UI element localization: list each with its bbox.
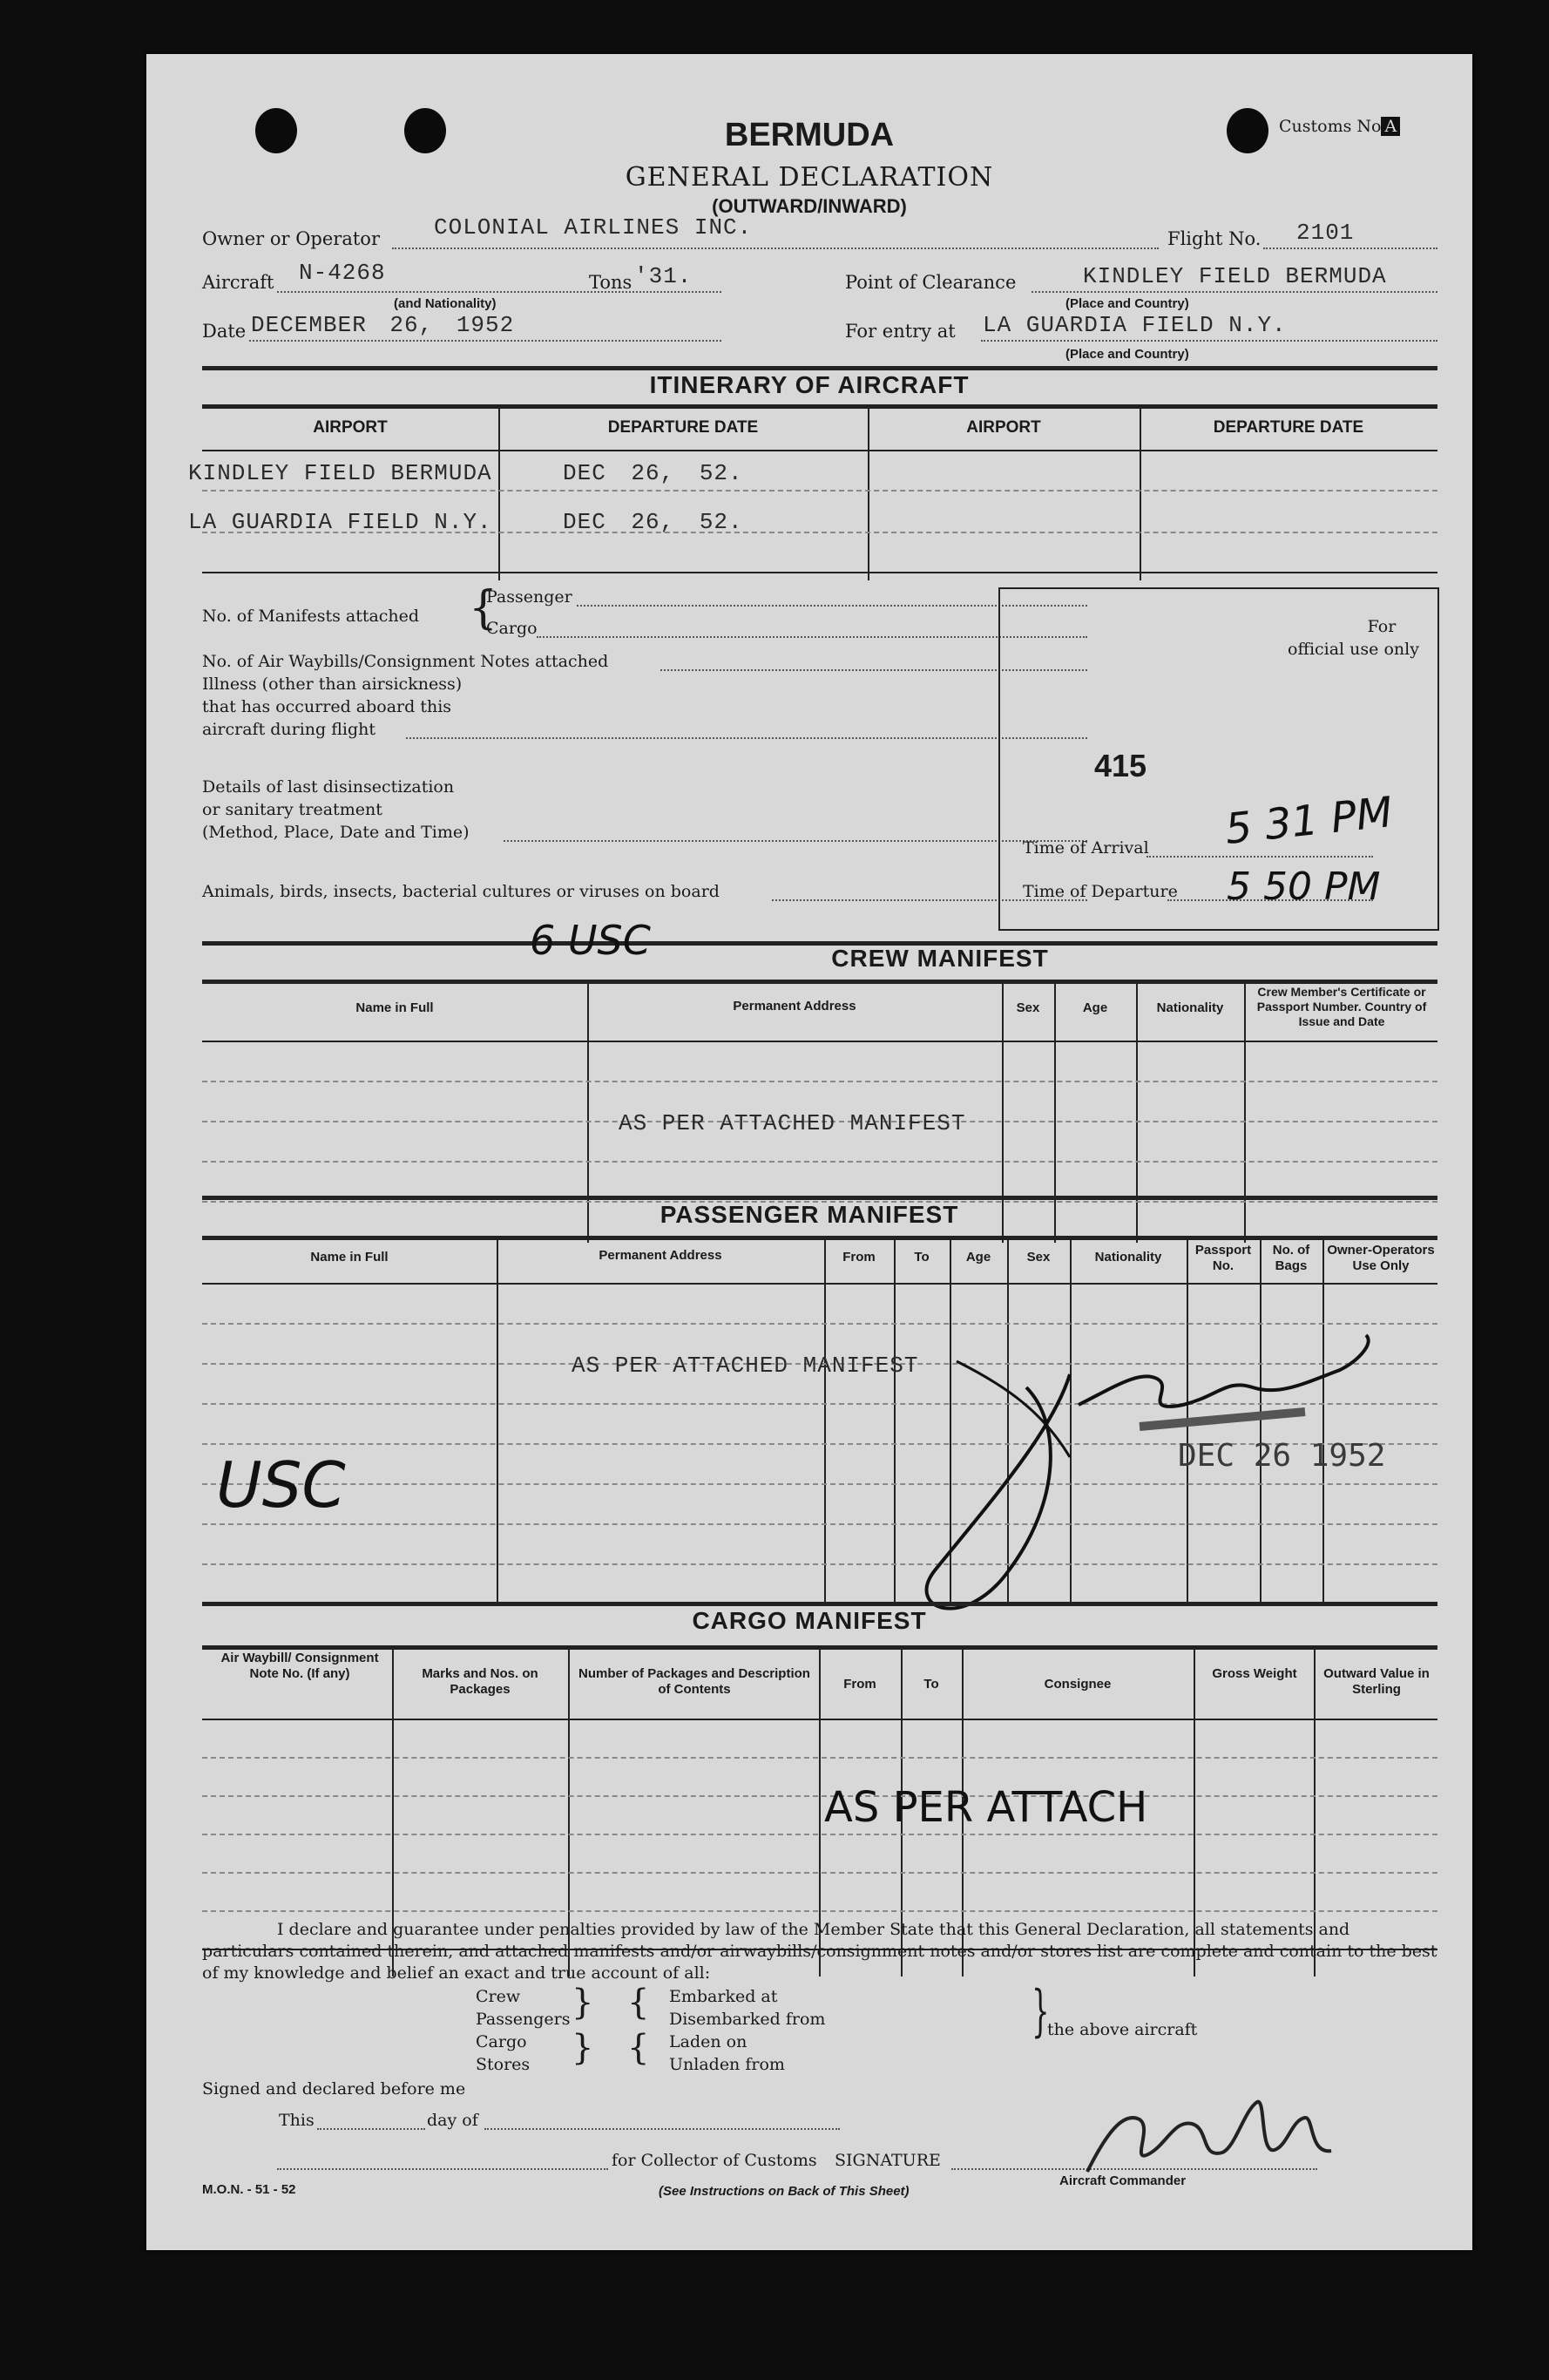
cargo-col-packages: Number of Packages and Description of Contents (578, 1666, 810, 1697)
decl-laden: Laden on (669, 2032, 747, 2051)
flight-value: 2101 (1296, 220, 1355, 246)
itinerary-row-2-airport: LA GUARDIA FIELD N.Y. (188, 509, 492, 535)
owner-label: Owner or Operator (202, 228, 380, 249)
passenger-title: PASSENGER MANIFEST (660, 1201, 959, 1228)
decl-disembarked: Disembarked from (669, 2010, 826, 2029)
crew-col-sex: Sex (1016, 1000, 1040, 1015)
passenger-col-name: Name in Full (310, 1250, 389, 1265)
crew-col-certificate: Crew Member's Certificate or Passport Number. Country of Issue and Date (1256, 985, 1427, 1028)
passenger-col-age: Age (965, 1250, 991, 1265)
nationality-caption: (and Nationality) (394, 296, 497, 311)
itinerary-col-date-1: DEPARTURE DATE (607, 418, 759, 437)
form-number: M.O.N. - 51 - 52 (202, 2182, 296, 2197)
waybills-label: No. of Air Waybills/Consignment Notes attached (202, 652, 609, 671)
itinerary-row-1-airport: KINDLEY FIELD BERMUDA (188, 460, 492, 486)
cargo-col-waybill: Air Waybill/ Consignment Note No. (If any) (220, 1651, 379, 1681)
tons-label: Tons (589, 272, 632, 293)
official-number: 415 (1094, 748, 1147, 783)
cargo-label: Cargo (486, 619, 538, 638)
place-country-caption-1: (Place and Country) (1065, 296, 1189, 311)
entry-label: For entry at (845, 321, 956, 342)
decl-unladen: Unladen from (669, 2055, 785, 2074)
passenger-label: Passenger (486, 587, 572, 607)
declaration-sheet: BERMUDA GENERAL DECLARATION (OUTWARD/INWARD) Customs No A Owner or Operator COLONIAL AIRLINES INC. Flight No. 2101 Aircraft N-4268 Tons '31. (and Nationality) Point of Clearance KINDLEY FIELD BERMUDA (Place and Country) Date DECEMBER 26, 1952 For entry at LA GUARDIA FIELD N.Y. (Place and Country) ITINERARY OF AIRCRAFT AIRPORT DEPARTURE DATE AIRPORT DEPARTURE DATE KINDLEY FIELD BERMUDA DEC 26, 52. LA GUARDIA FIELD N.Y. DEC 26, 52. No. of Manifests attached { Passenger Cargo No. of Air Waybills/Consignment Notes attached Illness (other than airsickness) that has occurred aboard this aircraft during flight Details of last disinsectization or sanitary treatment (Method, Place, Date and Time) Animals, birds, insects, bacterial cultures or viruses on board For official use only 415 Time of Arrival 5 31 PM Time of Departure 5 50 PM 6 USC CREW MANIFEST Name in Full Permanent Address Sex Age Nationality Crew Member's Certificate or Passport Number. Country of Issue and Date AS PER ATTACHED MANIFEST PASSENGER MANIFEST Name in Full Permanent Address From To Age Sex Nationality Passport No. No. of Bags Owner-Operators Use Only AS PER ATTACHED MANIFEST USC DEC 26 1952 CARGO MANIFEST Air Waybill/ Consignment Note No. (If any) Marks and Nos. on Packages Number of Packages and Description of Contents From To Consignee Gross Weight Outward Value in Sterling AS PER ATTACH I declare and guarantee under penalties provided by law of the Member State that this General Declaration, all statements and particulars contained therein, and attached manifests and/or airwaybills/consignment notes and/or stores list are complete and contain to the best of my knowledge and belief an exact and true account of all: Crew Passengers Cargo Stores } } { { Embarked at Disembarked from Laden on Unladen from } the above aircraft Signed and declared before me This day of for Collector of Customs SIGNATURE Aircraft Commander M.O.N. - 51 - 52 (See Instructions on Back of This Sheet) (146, 54, 1472, 2250)
decl-passengers: Passengers (476, 2010, 571, 2029)
crew-col-name: Name in Full (355, 1000, 434, 1015)
disinsect-line-3: (Method, Place, Date and Time) (202, 823, 470, 842)
cargo-col-from: From (843, 1677, 876, 1692)
cargo-handwritten: AS PER ATTACH (824, 1783, 1148, 1832)
cargo-col-weight: Gross Weight (1212, 1666, 1297, 1681)
stamp-date: DEC 26 1952 (1178, 1438, 1386, 1474)
arrival-label: Time of Arrival (1023, 838, 1149, 858)
crew-col-address: Permanent Address (733, 999, 856, 1014)
cargo-col-to: To (923, 1677, 939, 1692)
itinerary-title: ITINERARY OF AIRCRAFT (649, 371, 970, 398)
entry-value: LA GUARDIA FIELD N.Y. (983, 312, 1287, 338)
itinerary-row-2-date: DEC 26, 52. (563, 509, 743, 535)
date-value: DECEMBER 26, 1952 (251, 312, 515, 338)
declaration-text: I declare and guarantee under penalties provided by law of the Member State that this General Declaration, all statements and particulars contained therein, and attached manifests and/or airwaybills/consignment notes and/or stores list are complete and contain to the best of my knowledge and belief an exact and true account of all: (202, 1920, 1437, 1983)
passenger-body-text: AS PER ATTACHED MANIFEST (572, 1353, 919, 1379)
date-label: Date (202, 321, 247, 342)
itinerary-row-1-date: DEC 26, 52. (563, 460, 743, 486)
owner-value: COLONIAL AIRLINES INC. (434, 214, 753, 241)
customs-no-label: Customs No A (1279, 117, 1400, 136)
decl-above-aircraft: the above aircraft (1047, 2020, 1198, 2039)
disinsect-line-1: Details of last disinsectization (202, 777, 455, 797)
passenger-col-address: Permanent Address (599, 1248, 722, 1263)
crew-col-age: Age (1082, 1000, 1108, 1015)
signed-declared: Signed and declared before me (202, 2079, 466, 2099)
clearance-label: Point of Clearance (845, 272, 1017, 293)
passenger-col-from: From (842, 1250, 876, 1265)
illness-line-2: that has occurred aboard this (202, 697, 452, 716)
itinerary-col-airport-1: AIRPORT (313, 418, 388, 437)
passenger-col-passport: Passport No. (1194, 1243, 1252, 1273)
cargo-title: CARGO MANIFEST (692, 1607, 927, 1634)
collector-label: for Collector of Customs (612, 2151, 817, 2170)
signature-label: SIGNATURE (835, 2151, 941, 2170)
disinsect-line-2: or sanitary treatment (202, 800, 382, 819)
flight-label: Flight No. (1167, 228, 1262, 249)
official-use-label-2: official use only (1288, 640, 1419, 659)
country-title: BERMUDA (724, 117, 895, 153)
illness-line-3: aircraft during flight (202, 720, 376, 739)
arrival-value: 5 31 PM (1222, 788, 1395, 854)
crew-title: CREW MANIFEST (831, 945, 1049, 972)
form-subtitle: (OUTWARD/INWARD) (712, 195, 907, 217)
animals-label: Animals, birds, insects, bacterial cultures or viruses on board (202, 882, 720, 901)
this-label: This (279, 2111, 315, 2130)
crew-body-text: AS PER ATTACHED MANIFEST (619, 1110, 966, 1136)
tons-value: '31. (634, 263, 693, 289)
crew-col-nationality: Nationality (1156, 1000, 1224, 1015)
passenger-col-owner: Owner-Operators Use Only (1327, 1243, 1435, 1273)
departure-value: 5 50 PM (1227, 865, 1381, 909)
decl-stores: Stores (476, 2055, 531, 2074)
official-use-label-1: For (1367, 617, 1397, 636)
itinerary-col-date-2: DEPARTURE DATE (1213, 418, 1364, 437)
illness-line-1: Illness (other than airsickness) (202, 675, 463, 694)
form-title: GENERAL DECLARATION (625, 162, 994, 193)
clearance-value: KINDLEY FIELD BERMUDA (1083, 263, 1387, 289)
itinerary-col-airport-2: AIRPORT (966, 418, 1041, 437)
instructions-note: (See Instructions on Back of This Sheet) (659, 2184, 910, 2199)
commander-label: Aircraft Commander (1059, 2173, 1187, 2188)
decl-crew: Crew (476, 1987, 521, 2006)
cargo-col-value: Outward Value in Sterling (1323, 1666, 1430, 1697)
cargo-col-consignee: Consignee (1044, 1677, 1112, 1692)
passenger-col-bags: No. of Bags (1272, 1243, 1310, 1273)
aircraft-value: N-4268 (299, 260, 386, 286)
day-of-label: day of (427, 2111, 478, 2130)
departure-label: Time of Departure (1023, 882, 1178, 901)
decl-cargo: Cargo (476, 2032, 527, 2051)
aircraft-label: Aircraft (202, 272, 274, 293)
cargo-col-marks: Marks and Nos. on Packages (422, 1666, 538, 1697)
place-country-caption-2: (Place and Country) (1065, 347, 1189, 362)
officer-signature-mark (852, 1283, 1410, 1631)
passenger-col-to: To (914, 1250, 930, 1265)
passenger-col-nationality: Nationality (1094, 1250, 1162, 1265)
passenger-col-sex: Sex (1026, 1250, 1051, 1265)
decl-embarked: Embarked at (669, 1987, 778, 2006)
crew-count-handwritten: 6 USC (530, 917, 651, 964)
manifests-label: No. of Manifests attached (202, 607, 420, 626)
passenger-handwritten: USC (216, 1448, 346, 1522)
